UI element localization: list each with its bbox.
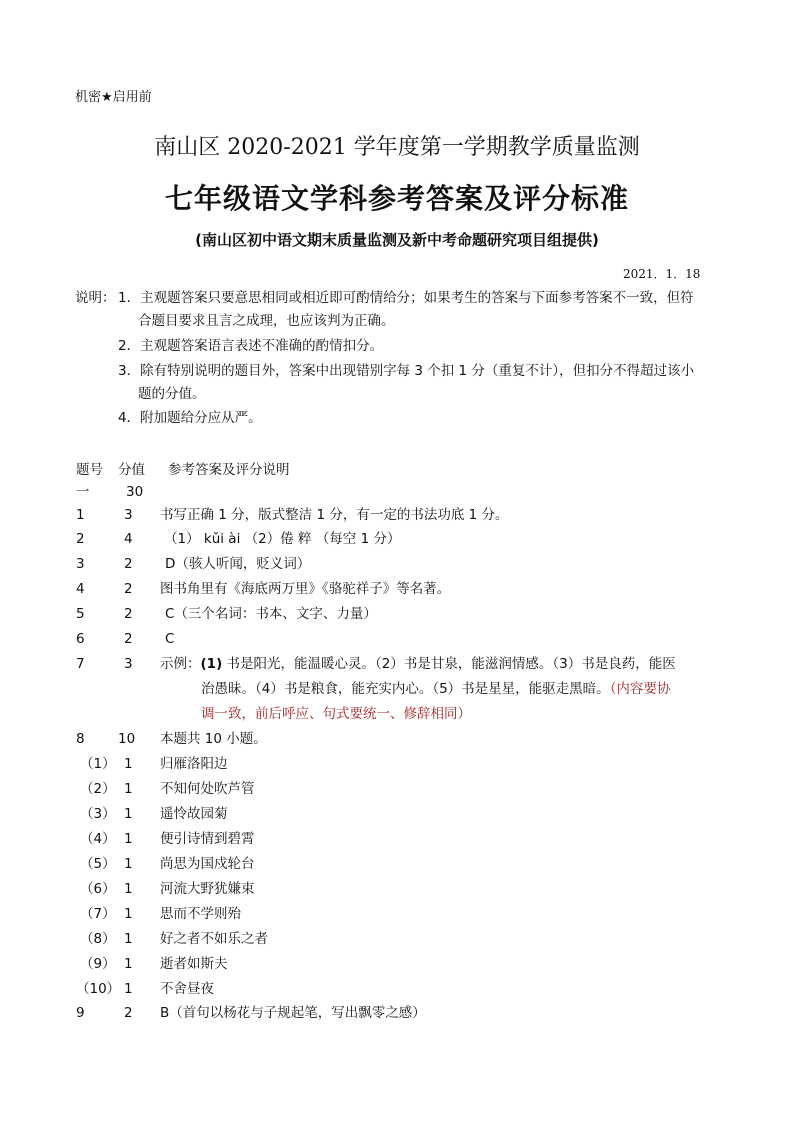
row-num: （8） [80, 931, 116, 947]
row-num: 6 [76, 631, 85, 647]
row-score: 1 [124, 856, 133, 872]
row-score: 2 [124, 606, 133, 622]
q7-scoring-note: （内容要协 [609, 681, 671, 697]
row-answer: 图书角里有《海底两万里》《骆驼祥子》等名著。 [160, 581, 451, 597]
row-score: 1 [124, 956, 133, 972]
row-score: 2 [124, 1005, 133, 1021]
row-score: 3 [124, 507, 133, 523]
row-answer: 逝者如斯夫 [160, 956, 228, 972]
row-answer: C（三个名词：书本、文字、力量） [165, 606, 377, 622]
row-num: （3） [80, 806, 116, 822]
row-num: （5） [80, 856, 116, 872]
note-3-line-1: 3．除有特别说明的题目外，答案中出现错别字每 3 个扣 1 分（重复不计），但扣分不得超过该小 [118, 363, 695, 379]
row-num: （2） [80, 781, 116, 797]
row-score: 4 [124, 531, 133, 547]
row-score: 1 [124, 806, 133, 822]
row-answer: 遥怜故园菊 [160, 806, 228, 822]
provider-note: (南山区初中语文期末质量监测及新中考命题研究项目组提供) [195, 231, 599, 249]
note-1-line-2: 合题目要求且言之成理，也应该判为正确。 [138, 313, 395, 329]
row-score: 1 [124, 881, 133, 897]
q7-scoring-note-cont: 调一致，前后呼应、句式要统一、修辞相同） [201, 706, 471, 722]
row-num: （6） [80, 881, 116, 897]
row-num: 5 [76, 606, 85, 622]
row-answer: 便引诗情到碧霄 [160, 831, 255, 847]
confidential-label: 机密★启用前 [75, 90, 152, 105]
row-score: 2 [124, 556, 133, 572]
q7-answer-line-1 [160, 653, 676, 675]
row-num: 8 [76, 731, 85, 747]
row-num: （9） [80, 956, 116, 972]
q7-bold-number: (1) [200, 656, 223, 672]
row-score: 30 [126, 484, 144, 500]
row-num: 1 [76, 507, 85, 523]
row-answer: （1） kǔi ài （2）倦 粹 （每空 1 分） [164, 531, 401, 547]
row-num: 2 [76, 531, 85, 547]
note-3-line-2: 题的分值。 [138, 386, 206, 402]
row-answer: B（首句以杨花与子规起笔，写出飘零之感） [160, 1005, 426, 1021]
row-score: 1 [124, 831, 133, 847]
row-answer: 不舍昼夜 [160, 981, 214, 997]
row-num: 7 [76, 656, 85, 672]
row-score: 1 [124, 781, 133, 797]
row-score: 1 [124, 756, 133, 772]
header-question-number: 题号 [76, 462, 103, 478]
q7-text-1: 书是阳光，能温暖心灵。（2）书是甘泉，能滋润情感。（3）书是良药，能医 [222, 656, 676, 672]
row-num: 4 [76, 581, 85, 597]
row-score: 3 [124, 656, 133, 672]
q7-answer-line-2 [201, 678, 670, 700]
row-answer: 本题共 10 小题。 [160, 731, 267, 747]
row-score: 1 [124, 906, 133, 922]
note-1-line-1: 1．主观题答案只要意思相同或相近即可酌情给分；如果考生的答案与下面参考答案不一致，但符 [118, 290, 694, 306]
row-num: （1） [80, 756, 116, 772]
row-num: 一 [76, 484, 90, 500]
q7-prefix: 示例： [160, 656, 201, 672]
row-score: 10 [118, 731, 136, 747]
note-4: 4．附加题给分应从严。 [118, 410, 262, 426]
row-answer: 思而不学则殆 [160, 906, 241, 922]
row-num: （7） [80, 906, 116, 922]
row-answer: 书写正确 1 分，版式整洁 1 分，有一定的书法功底 1 分。 [160, 507, 509, 523]
row-score: 1 [124, 981, 133, 997]
header-score: 分值 [118, 462, 145, 478]
row-num: （4） [80, 831, 116, 847]
row-answer: 归雁洛阳边 [160, 756, 228, 772]
row-answer: 尚思为国戍轮台 [160, 856, 255, 872]
row-answer: C [165, 631, 175, 647]
header-answer: 参考答案及评分说明 [168, 462, 290, 478]
row-score: 2 [124, 631, 133, 647]
row-answer: 河流大野犹嫌束 [160, 881, 255, 897]
note-2: 2．主观题答案语言表述不准确的酌情扣分。 [118, 338, 384, 354]
q7-text-2: 治愚昧。（4）书是粮食，能充实内心。（5）书是星星，能驱走黑暗。 [201, 681, 610, 697]
row-answer: 好之者不如乐之者 [160, 931, 268, 947]
row-score: 1 [124, 931, 133, 947]
exam-title: 南山区 2020-2021 学年度第一学期教学质量监测 [154, 135, 640, 160]
document-date: 2021．1．18 [623, 267, 701, 281]
document-title: 七年级语文学科参考答案及评分标准 [164, 182, 629, 215]
row-answer: 不知何处吹芦管 [160, 781, 255, 797]
row-num: 3 [76, 556, 85, 572]
row-num: 9 [76, 1005, 85, 1021]
row-answer: D（骇人听闻，贬义词） [165, 556, 311, 572]
row-score: 2 [124, 581, 133, 597]
row-num: （10） [76, 981, 121, 997]
notes-label: 说明： [75, 290, 116, 306]
